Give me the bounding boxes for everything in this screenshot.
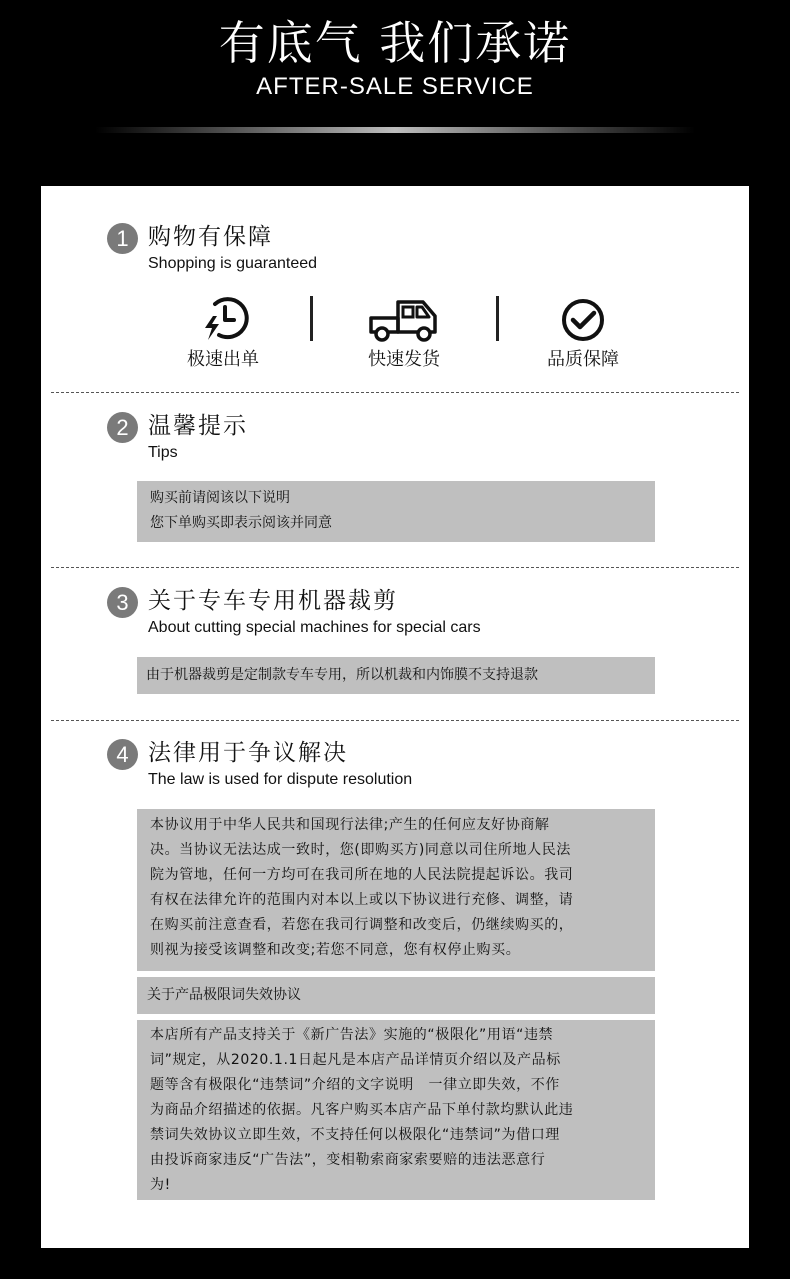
feature-separator — [496, 296, 499, 341]
limit-line: 本店所有产品支持关于《新广告法》实施的“极限化”用语“违禁 — [150, 1027, 554, 1043]
tips-line: 购买前请阅该以下说明 — [150, 490, 290, 506]
limit-words-heading-box — [137, 977, 655, 1014]
section-subtitle: Shopping is guaranteed — [148, 255, 318, 272]
content-card — [41, 186, 749, 1248]
limit-line: 题等含有极限化“违禁词”介绍的文字说明 一律立即失效，不作 — [150, 1077, 560, 1093]
page-header — [0, 0, 790, 186]
law-line: 有权在法律允许的范围内对本以上或以下协议进行充修、调整，请 — [150, 892, 574, 908]
feature-separator — [310, 296, 313, 341]
section-number-badge: 1 — [107, 223, 138, 254]
section-number-badge: 2 — [107, 412, 138, 443]
section-divider — [51, 720, 739, 721]
section-title: 购物有保障 — [148, 224, 273, 250]
page-subtitle: AFTER-SALE SERVICE — [256, 73, 534, 100]
law-line: 院为管地，任何一方均可在我司所在地的人民法院提起诉讼。我司 — [150, 867, 574, 883]
limit-line: 为! — [150, 1177, 171, 1193]
law-line: 在购买前注意查看，若您在我司行调整和改变后，仍继续购买的， — [150, 917, 574, 933]
section-title: 关于专车专用机器裁剪 — [148, 588, 398, 614]
limit-line: 禁词失效协议立即生效，不支持任何以极限化“违禁词”为借口理 — [150, 1127, 560, 1143]
limit-line: 为商品介绍描述的依据。凡客户购买本店产品下单付款均默认此违 — [150, 1102, 574, 1118]
limit-words-heading: 关于产品极限词失效协议 — [147, 987, 301, 1003]
law-box — [137, 809, 655, 971]
feature-label: 品质保障 — [547, 349, 619, 370]
section-number-badge: 4 — [107, 739, 138, 770]
section-subtitle: The law is used for dispute resolution — [148, 771, 413, 788]
section-title: 温馨提示 — [148, 413, 248, 439]
limit-line: 由投诉商家违反“广告法”，变相勒索商家索要赔的违法恶意行 — [150, 1152, 546, 1168]
section-divider — [51, 567, 739, 568]
feature-label: 极速出单 — [187, 349, 259, 370]
limit-line: 词”规定，从2020.1.1日起凡是本店产品详情页介绍以及产品标 — [150, 1052, 561, 1068]
law-line: 本协议用于中华人民共和国现行法律;产生的任何应友好协商解 — [150, 817, 550, 833]
delivery-truck-icon — [368, 296, 440, 342]
tips-box — [137, 481, 655, 542]
section-subtitle: About cutting special machines for special cars — [148, 619, 481, 636]
section-subtitle: Tips — [148, 444, 178, 461]
machine-cutting-text: 由于机器裁剪是定制款专车专用，所以机裁和内饰膜不支持退款 — [146, 667, 538, 683]
law-line: 则视为接受该调整和改变;若您不同意，您有权停止购买。 — [150, 942, 521, 958]
section-title: 法律用于争议解决 — [148, 740, 348, 766]
law-line: 决。当协议无法达成一致时，您(即购买方)同意以司住所地人民法 — [150, 842, 571, 858]
limit-words-box — [137, 1020, 655, 1200]
feature-label: 快速发货 — [368, 349, 440, 370]
page-title: 有底气 我们承诺 — [218, 16, 572, 70]
section-divider — [51, 392, 739, 393]
check-circle-icon — [559, 296, 607, 344]
fast-clock-icon — [201, 294, 249, 342]
header-glow-divider — [95, 127, 695, 133]
tips-line: 您下单购买即表示阅该并同意 — [150, 515, 332, 531]
machine-cutting-box — [137, 657, 655, 694]
section-number-badge: 3 — [107, 587, 138, 618]
